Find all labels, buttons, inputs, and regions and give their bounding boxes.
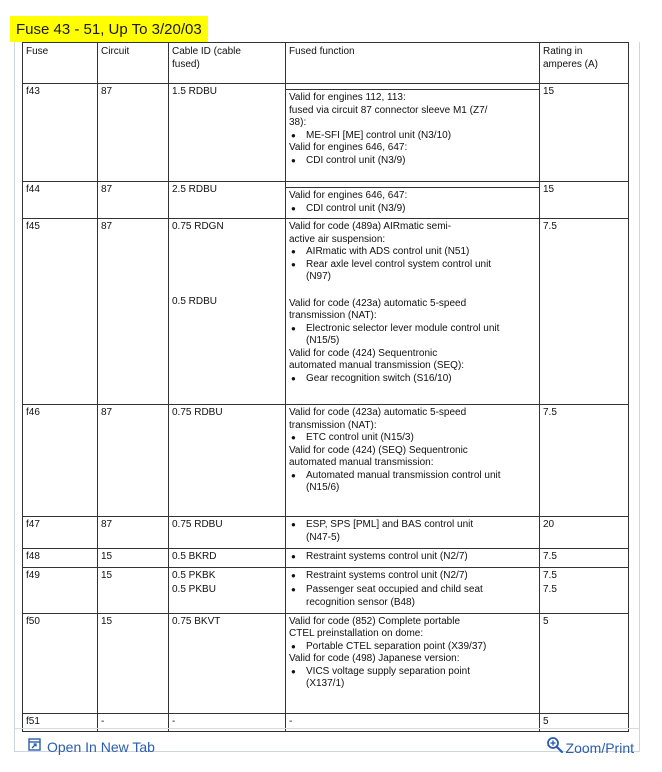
- fuse-document: [22, 42, 628, 727]
- function-cell: [286, 549, 540, 568]
- image-footer: [14, 728, 640, 765]
- cable-cell: 2.5 RDBU: [169, 182, 286, 219]
- rating-cell: 5: [540, 713, 629, 732]
- table-row: [23, 517, 629, 549]
- rating-cell: 5: [540, 613, 629, 713]
- list-item: ● ETC control unit (N15/3): [289, 432, 536, 445]
- function-cell: Valid for engines 112, 113: fused via circuit 87 connector sleeve M1 (Z7/ 38): ● ME-SFI [ME] control unit (N3/10) Valid for engines 646, 647: ● CDI control unit (N3/9): [286, 84, 540, 182]
- cable-cell: 0.5 PKBK 0.5 PKBU: [169, 567, 286, 613]
- rating-cell: 15: [540, 84, 629, 182]
- circuit-cell: 87: [98, 219, 169, 405]
- circuit-cell: -: [98, 713, 169, 732]
- zoom-print-link[interactable]: [546, 736, 634, 759]
- cable-cell: 0.5 BKRD: [169, 549, 286, 568]
- list-item: ● Restraint systems control unit (N2/7): [289, 570, 536, 583]
- list-item: ● Gear recognition switch (S16/10): [289, 373, 536, 386]
- rating-cell: 20: [540, 517, 629, 549]
- table-row: [23, 567, 629, 613]
- list-item: ● CDI control unit (N3/9): [289, 203, 536, 216]
- fuse-cell: f48: [23, 549, 98, 568]
- list-item: ● AIRmatic with ADS control unit (N51): [289, 246, 536, 259]
- list-item: ● Rear axle level control system control unit (N97): [289, 259, 536, 284]
- cable-cell: 0.75 RDBU: [169, 405, 286, 517]
- rating-cell: 7.5: [540, 549, 629, 568]
- table-row: [23, 84, 629, 182]
- rating-cell: 7.5: [540, 219, 629, 405]
- open-new-tab-icon: [28, 738, 41, 756]
- header-cable-id: Cable ID (cable fused): [169, 43, 286, 84]
- fuse-cell: f49: [23, 567, 98, 613]
- rating-cell: 15: [540, 182, 629, 219]
- function-cell: Valid for code (489a) AIRmatic semi- active air suspension: ● AIRmatic with ADS control unit (N51) ● Rear axle level control system control unit (N97) Valid for code (423a) automatic 5-speed transmission (NAT): ● Electronic selector lever module control unit (N15/5) Valid for code (424) Sequentronic automated manual transmission (SEQ): ● Gear recognition switch (S16/10): [286, 219, 540, 405]
- fuse-cell: f51: [23, 713, 98, 732]
- open-new-tab-link[interactable]: [28, 738, 155, 756]
- table-row: [23, 405, 629, 517]
- circuit-cell: 87: [98, 84, 169, 182]
- zoom-magnifier-icon: [546, 736, 564, 759]
- open-new-tab-label: Open In New Tab: [47, 739, 155, 755]
- list-item: ● VICS voltage supply separation point (X137/1): [289, 666, 536, 691]
- rating-cell: 7.5 7.5: [540, 567, 629, 613]
- list-item: ● ESP, SPS [PML] and BAS control unit (N47-5): [289, 519, 536, 544]
- table-row: [23, 613, 629, 713]
- table-row: [23, 182, 629, 219]
- cable-cell: 0.75 RDGN 0.5 RDBU: [169, 219, 286, 405]
- page-title: Fuse 43 - 51, Up To 3/20/03: [16, 20, 202, 38]
- circuit-cell: 15: [98, 567, 169, 613]
- function-cell: -: [286, 713, 540, 732]
- list-item: ● Passenger seat occupied and child seat recognition sensor (B48): [289, 584, 536, 609]
- table-row: [23, 549, 629, 568]
- function-cell: [286, 517, 540, 549]
- cable-cell: -: [169, 713, 286, 732]
- list-item: ● Automated manual transmission control unit (N15/6): [289, 470, 536, 495]
- table-row: [23, 219, 629, 405]
- header-rating: Rating in amperes (A): [540, 43, 629, 84]
- cable-cell: 0.75 BKVT: [169, 613, 286, 713]
- list-item: ● Portable CTEL separation point (X39/37): [289, 641, 536, 654]
- circuit-cell: 15: [98, 613, 169, 713]
- list-item: ● Electronic selector lever module control unit (N15/5): [289, 323, 536, 348]
- fuse-cell: f45: [23, 219, 98, 405]
- header-circuit: Circuit: [98, 43, 169, 84]
- table-header-row: [23, 43, 629, 84]
- fuse-cell: f47: [23, 517, 98, 549]
- fuse-cell: f44: [23, 182, 98, 219]
- zoom-print-label: Zoom/Print: [565, 739, 634, 756]
- header-fuse: Fuse: [23, 43, 98, 84]
- page-title-highlight: [10, 16, 208, 42]
- circuit-cell: 87: [98, 517, 169, 549]
- list-item: ● ME-SFI [ME] control unit (N3/10): [289, 130, 536, 143]
- header-fused-function: Fused function: [286, 43, 540, 84]
- function-cell: Valid for code (852) Complete portable CTEL preinstallation on dome: ● Portable CTEL separation point (X39/37) Valid for code (498) Japanese version: ● VICS voltage supply separation point (X137/1): [286, 613, 540, 713]
- function-cell: Valid for engines 646, 647: ● CDI control unit (N3/9): [286, 182, 540, 219]
- rating-cell: 7.5: [540, 405, 629, 517]
- fuse-table: [22, 42, 629, 732]
- function-cell: [286, 567, 540, 613]
- fuse-cell: f43: [23, 84, 98, 182]
- circuit-cell: 87: [98, 182, 169, 219]
- circuit-cell: 87: [98, 405, 169, 517]
- circuit-cell: 15: [98, 549, 169, 568]
- list-item: ● Restraint systems control unit (N2/7): [289, 551, 536, 564]
- cable-cell: 0.75 RDBU: [169, 517, 286, 549]
- fuse-cell: f50: [23, 613, 98, 713]
- function-cell: Valid for code (423a) automatic 5-speed transmission (NAT): ● ETC control unit (N15/3) Valid for code (424) (SEQ) Sequentronic automated manual transmission: ● Automated manual transmission control unit (N15/6): [286, 405, 540, 517]
- list-item: ● CDI control unit (N3/9): [289, 155, 536, 168]
- cable-cell: 1.5 RDBU: [169, 84, 286, 182]
- fuse-cell: f46: [23, 405, 98, 517]
